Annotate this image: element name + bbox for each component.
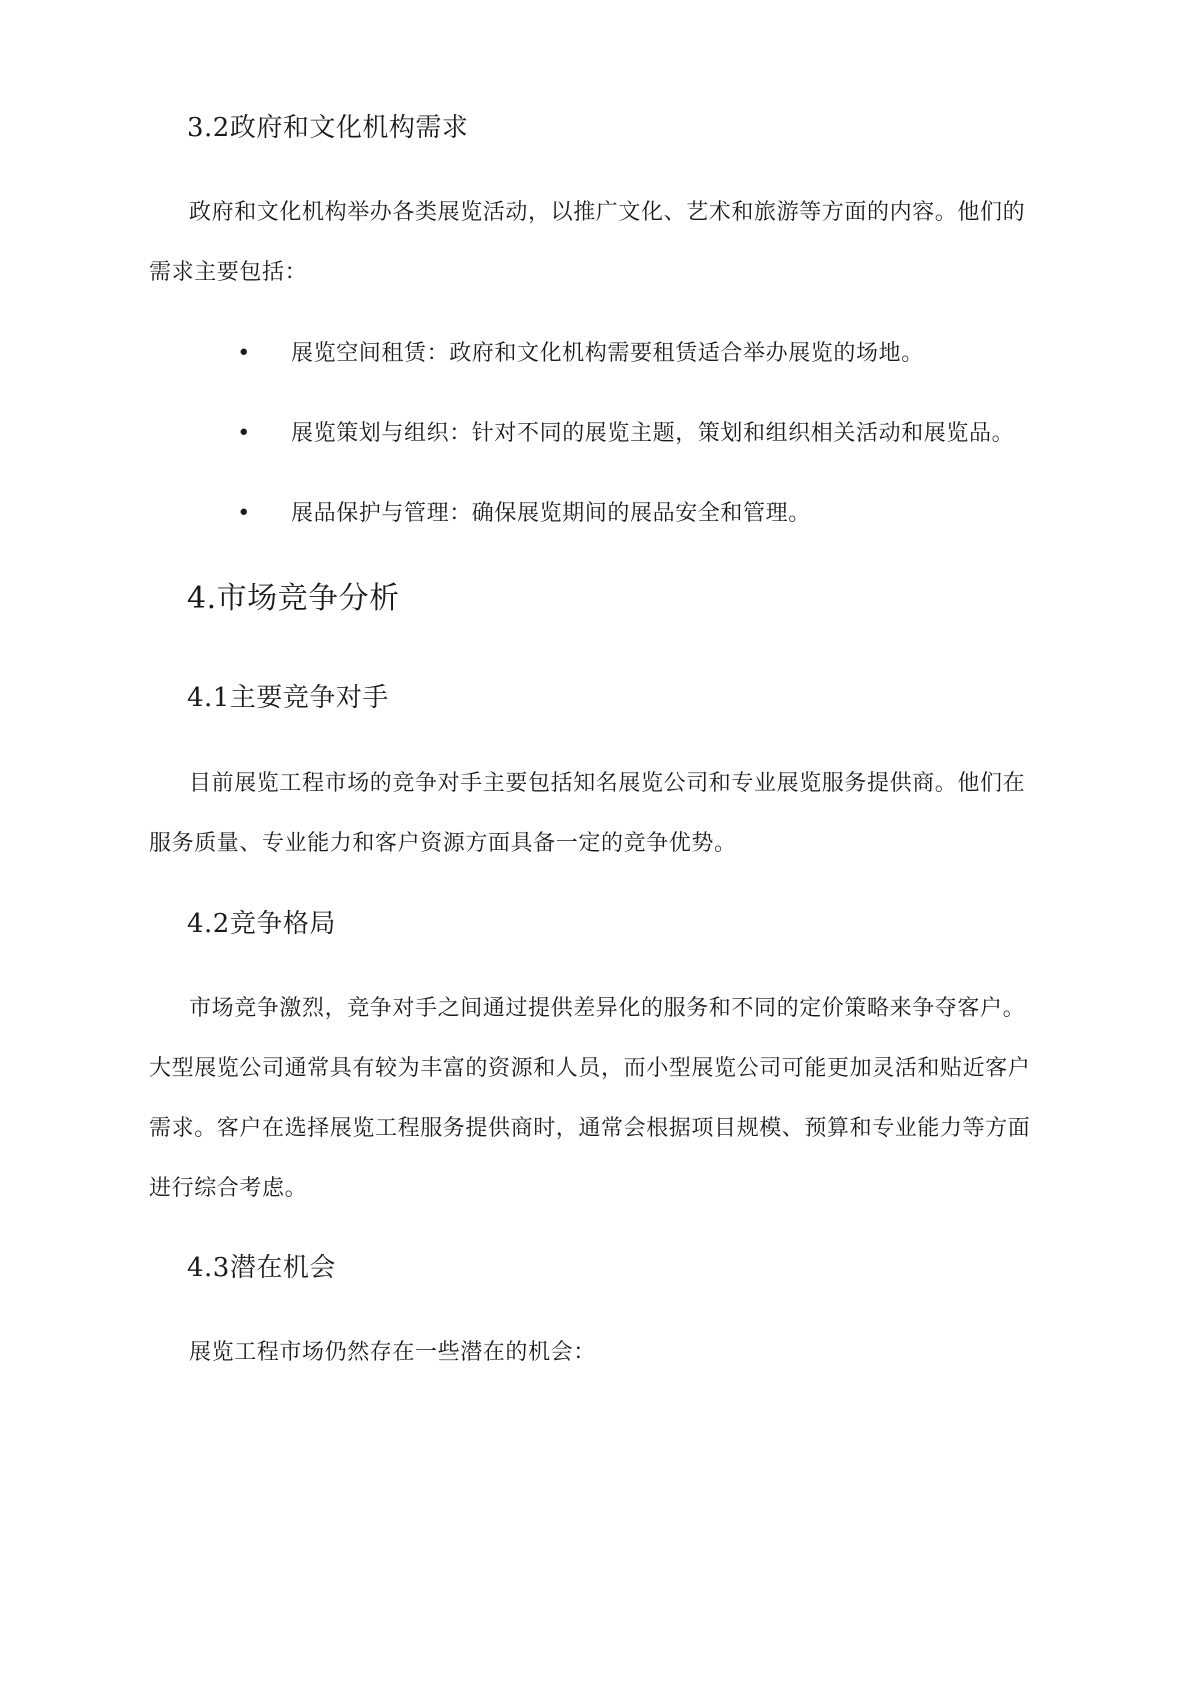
list-item-text: 展览策划与组织：针对不同的展览主题，策划和组织相关活动和展览品。 bbox=[291, 421, 1015, 446]
section-paragraph-4-2: 市场竞争激烈，竞争对手之间通过提供差异化的服务和不同的定价策略来争夺客户。大型展览公司通常具有较为丰富的资源和人员，而小型展览公司可能更加灵活和贴近客户需求。客户在选择展览工程服务提供商时，通常会根据项目规模、预算和专业能力等方面进行综合考虑。 bbox=[149, 996, 1031, 1201]
list-item-text: 展品保护与管理：确保展览期间的展品安全和管理。 bbox=[291, 501, 811, 526]
section-paragraph-3-2: 政府和文化机构举办各类展览活动，以推广文化、艺术和旅游等方面的内容。他们的需求主要包括： bbox=[149, 200, 1026, 285]
bullet-marker: • bbox=[237, 341, 251, 366]
section-paragraph-4-1: 目前展览工程市场的竞争对手主要包括知名展览公司和专业展览服务提供商。他们在服务质量、专业能力和客户资源方面具备一定的竞争优势。 bbox=[149, 771, 1026, 856]
section-heading-4-1: 4.1主要竞争对手 bbox=[187, 683, 389, 713]
bullet-marker: • bbox=[237, 501, 251, 526]
list-item-text: 展览空间租赁：政府和文化机构需要租赁适合举办展览的场地。 bbox=[291, 341, 924, 366]
section-heading-4-2: 4.2竞争格局 bbox=[187, 909, 336, 939]
bullet-marker: • bbox=[237, 421, 251, 446]
section-paragraph-4-3: 展览工程市场仍然存在一些潜在的机会： bbox=[189, 1340, 596, 1365]
section-heading-4: 4.市场竞争分析 bbox=[187, 581, 400, 616]
section-heading-4-3: 4.3潜在机会 bbox=[187, 1253, 336, 1283]
section-heading-3-2: 3.2政府和文化机构需求 bbox=[187, 113, 469, 143]
